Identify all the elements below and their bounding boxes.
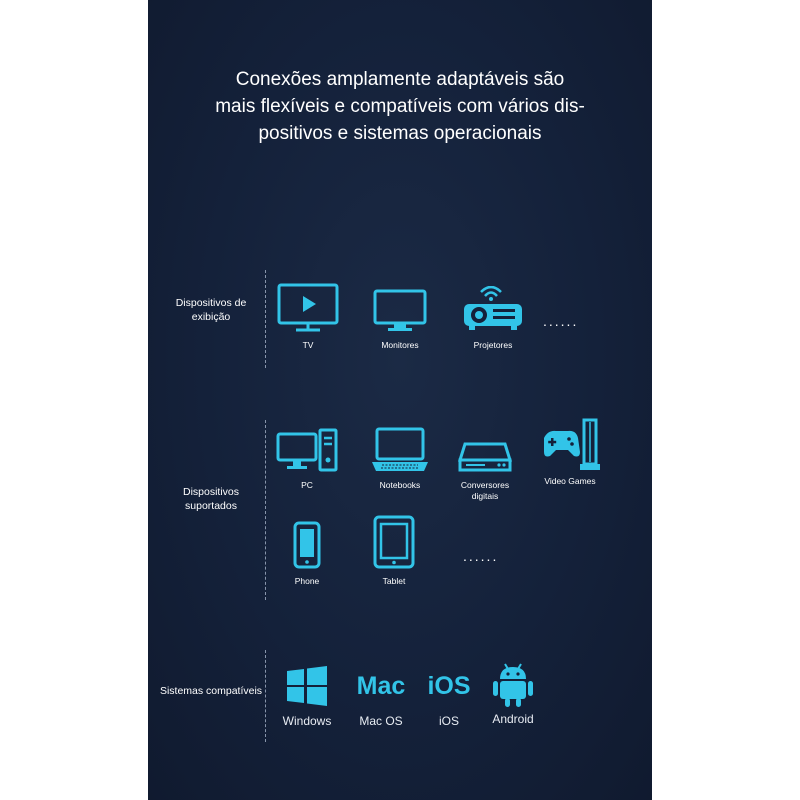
game-console-icon <box>538 418 602 474</box>
device-label: Conversores digitais <box>460 480 510 501</box>
display-devices-label: Dispositivos de exibição <box>175 297 247 323</box>
os-label: Mac OS <box>359 714 403 728</box>
device-notebook <box>355 426 445 491</box>
device-label: Notebooks <box>379 480 421 490</box>
device-projector <box>448 286 538 351</box>
device-label: Projetores <box>473 340 513 350</box>
device-label: Monitores <box>381 340 419 350</box>
tablet-icon <box>372 514 416 570</box>
headline-line-3: positivos e sistemas operacionais <box>258 123 542 144</box>
desktop-pc-icon <box>275 428 339 474</box>
os-windows <box>272 664 342 728</box>
android-logo-icon <box>491 662 535 708</box>
device-video-games <box>525 418 615 487</box>
laptop-icon <box>368 426 432 474</box>
projector-icon <box>461 286 525 334</box>
feature-panel <box>148 0 652 800</box>
os-label: Android <box>492 712 534 726</box>
device-label: PC <box>301 480 313 490</box>
phone-icon <box>292 520 322 570</box>
os-macos <box>346 664 416 728</box>
device-pc <box>262 428 352 491</box>
compatible-systems-label: Sistemas compatíveis <box>159 685 263 697</box>
display-more-dots: ...... <box>543 313 579 329</box>
device-label: Tablet <box>382 576 406 586</box>
device-label: TV <box>302 340 314 350</box>
device-label: Phone <box>294 576 320 586</box>
os-android <box>478 662 548 726</box>
device-monitor <box>355 288 445 351</box>
set-top-box-icon <box>457 440 513 474</box>
os-label: Windows <box>282 714 332 728</box>
device-label: Video Games <box>544 476 596 486</box>
ios-logo-text: iOS <box>427 672 471 700</box>
supported-more-dots: ...... <box>463 548 499 564</box>
device-tablet <box>349 514 439 587</box>
os-label: iOS <box>438 714 459 728</box>
supported-devices-label: Dispositivos suportados <box>182 486 240 512</box>
headline-line-1: Conexões amplamente adaptáveis são <box>235 69 565 90</box>
systems-divider <box>265 650 266 742</box>
os-ios <box>414 664 484 728</box>
headline <box>148 66 652 147</box>
headline-line-2: mais flexíveis e compatíveis com vários dis- <box>215 96 585 117</box>
monitor-icon <box>372 288 428 334</box>
device-tv <box>263 282 353 351</box>
mac-logo-text: Mac <box>356 672 406 700</box>
device-set-top-box <box>440 440 530 502</box>
tv-icon <box>276 282 340 334</box>
device-phone <box>262 520 352 587</box>
windows-logo-icon <box>285 664 329 708</box>
